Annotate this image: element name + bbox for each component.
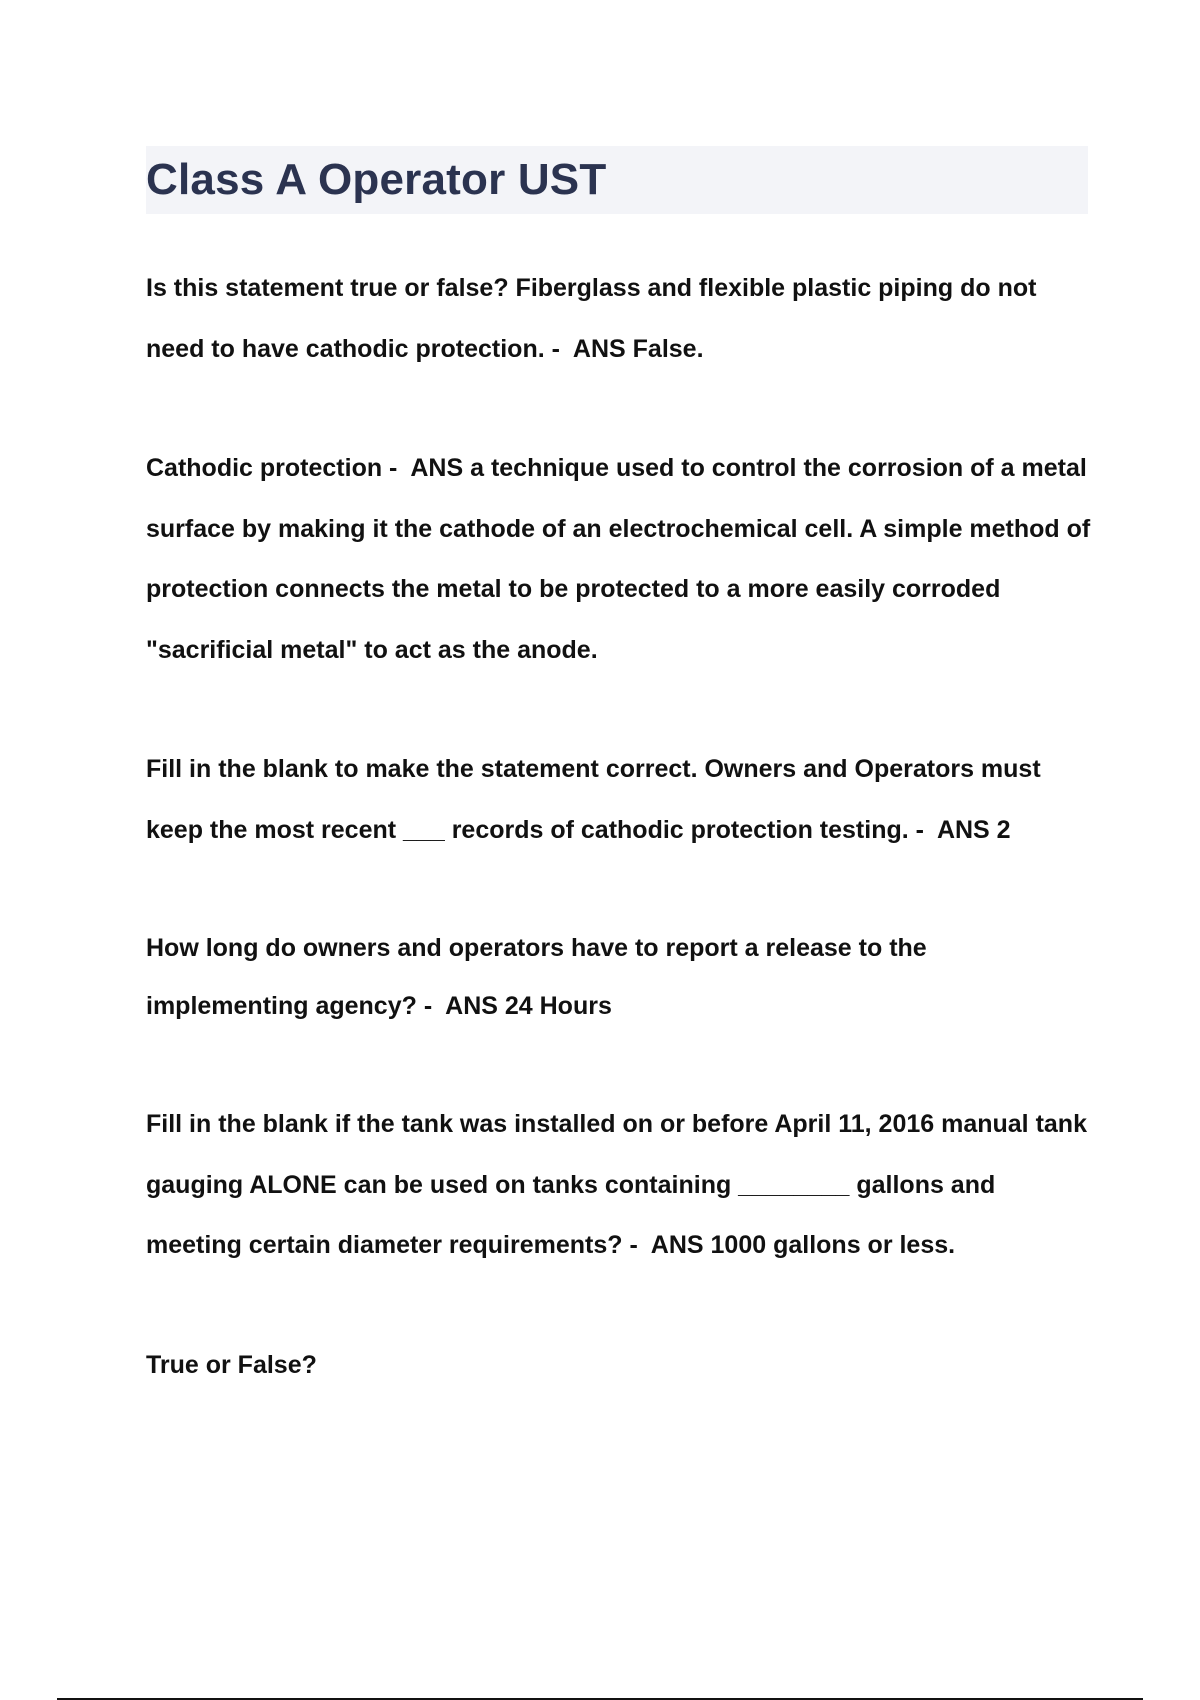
- qa-list: [146, 258, 1096, 1454]
- qa-entry: [146, 1335, 1096, 1396]
- qa-entry: [146, 919, 1096, 1035]
- answer-separator: -: [416, 992, 446, 1020]
- title-banner: [146, 146, 1088, 214]
- qa-entry: [146, 258, 1096, 379]
- answer-separator: -: [544, 334, 573, 363]
- document-title: Class A Operator UST: [146, 155, 607, 204]
- answer-separator: -: [622, 1231, 651, 1259]
- qa-entry: [146, 438, 1096, 680]
- question-text: How long do owners and operators have to report a release to the implementing agency?: [146, 934, 927, 1020]
- question-text: True or False?: [146, 1350, 317, 1379]
- question-text: Fill in the blank if the tank was installed on or before April 11, 2016 manual tank gauging ALONE can be used on tanks containing ________ gallons and meeting certain diameter requirements?: [146, 1110, 1087, 1259]
- answer-text: ANS 2: [936, 815, 1011, 844]
- answer-separator: -: [382, 454, 411, 482]
- question-text: Is this statement true or false? Fiberglass and flexible plastic piping do not need to have cathodic protection.: [146, 274, 1037, 363]
- answer-text: ANS a technique used to control the corrosion of a metal surface by making it the cathode of an electrochemical cell. A simple method of protection connects the metal to be protected to a more easily corroded "sacrificial metal" to act as the anode.: [146, 454, 1091, 664]
- answer-text: ANS 1000 gallons or less.: [650, 1231, 956, 1259]
- qa-entry: [146, 739, 1096, 860]
- question-text: Fill in the blank to make the statement correct. Owners and Operators must keep the most recent ___ records of cathodic protection testing.: [146, 755, 1041, 844]
- answer-text: ANS 24 Hours: [445, 992, 612, 1020]
- answer-separator: -: [908, 815, 937, 844]
- answer-text: ANS False.: [572, 334, 704, 363]
- question-text: Cathodic protection: [146, 454, 383, 482]
- qa-entry: [146, 1094, 1096, 1276]
